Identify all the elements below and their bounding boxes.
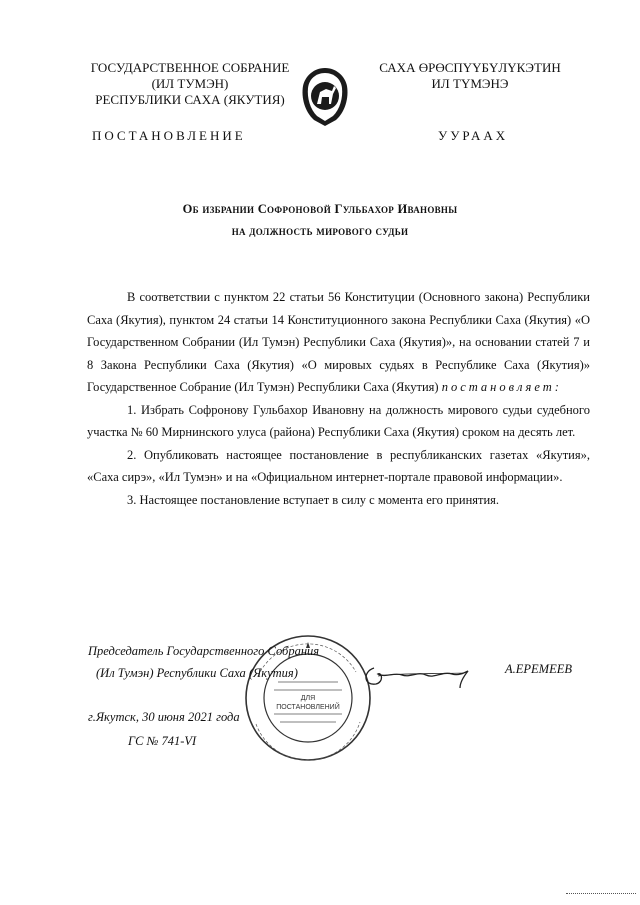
header-left [80, 60, 300, 108]
place-date: г.Якутск, 30 июня 2021 года [88, 710, 240, 724]
stamp-text-line-1: ДЛЯ [300, 695, 316, 702]
header-right [370, 60, 570, 92]
preamble-text: В соответствии с пунктом 22 статьи 56 Конституции (Основного закона) Республики Саха (Якутия), пунктом 24 статьи 14 Конституционного закона Республики Саха (Якутия) «О Государственном Собрании (Ил Тумэн) Республики Саха (Якутия)», на основании статей 7 и 8 Закона Республики Саха (Якутия) «О мировых судьях в Республике Саха (Якутия)» Государственное Собрание (Ил Тумэн) Республики Саха (Якутия) [87, 290, 590, 394]
paragraph-item-3: 3. Настоящее постановление вступает в силу с момента его принятия. [127, 492, 500, 507]
page-edge-dots [566, 893, 636, 898]
stamp-text-line-2: ПОСТАНОВЛЕНИЙ [276, 704, 340, 711]
document-title-line-2: на должность мирового судьи [231, 224, 409, 238]
handwritten-signature [360, 658, 480, 692]
header-right-line-1: САХА ӨРӨСПҮҮБҮЛҮКЭТИН [379, 60, 561, 75]
header-left-line-1: ГОСУДАРСТВЕННОЕ СОБРАНИЕ [90, 60, 290, 75]
header-left-line-3: РЕСПУБЛИКИ САХА (ЯКУТИЯ) [95, 92, 285, 107]
signatory-name: А.ЕРЕМЕЕВ [505, 662, 572, 676]
document-title-line-1: Об избрании Софроновой Гульбахор Ивановны [182, 202, 458, 216]
resolution-title-ru: ПОСТАНОВЛЕНИЕ [92, 128, 246, 143]
header-right-line-2: ИЛ ТҮМЭНЭ [431, 76, 509, 91]
paragraph-item-2: 2. Опубликовать настоящее постановление в республиканских газетах «Якутия», «Саха сирэ», «Ил Тумэн» и на «Официальном интернет-портале правовой информации». [87, 447, 590, 484]
preamble-keyword: постановляет: [441, 380, 562, 394]
paragraph-item-1: 1. Избрать Софронову Гульбахор Ивановну на должность мирового судьи судебного участка № 60 Мирнинского улуса (района) Республики Саха (Якутия) сроком на десять лет. [87, 402, 590, 439]
header-left-line-2: (ИЛ ТУМЭН) [151, 76, 229, 91]
document-number: ГС № 741-VI [128, 734, 197, 748]
signatory-title-line-1: Председатель Государственного Собрания [88, 644, 320, 658]
signatory-title-line-2: (Ил Тумэн) Республики Саха (Якутия) [96, 666, 298, 680]
emblem-icon [296, 64, 354, 128]
document-body [87, 286, 590, 511]
resolution-title-sakha: УУРААХ [438, 128, 509, 143]
paragraph-preamble [87, 286, 590, 399]
